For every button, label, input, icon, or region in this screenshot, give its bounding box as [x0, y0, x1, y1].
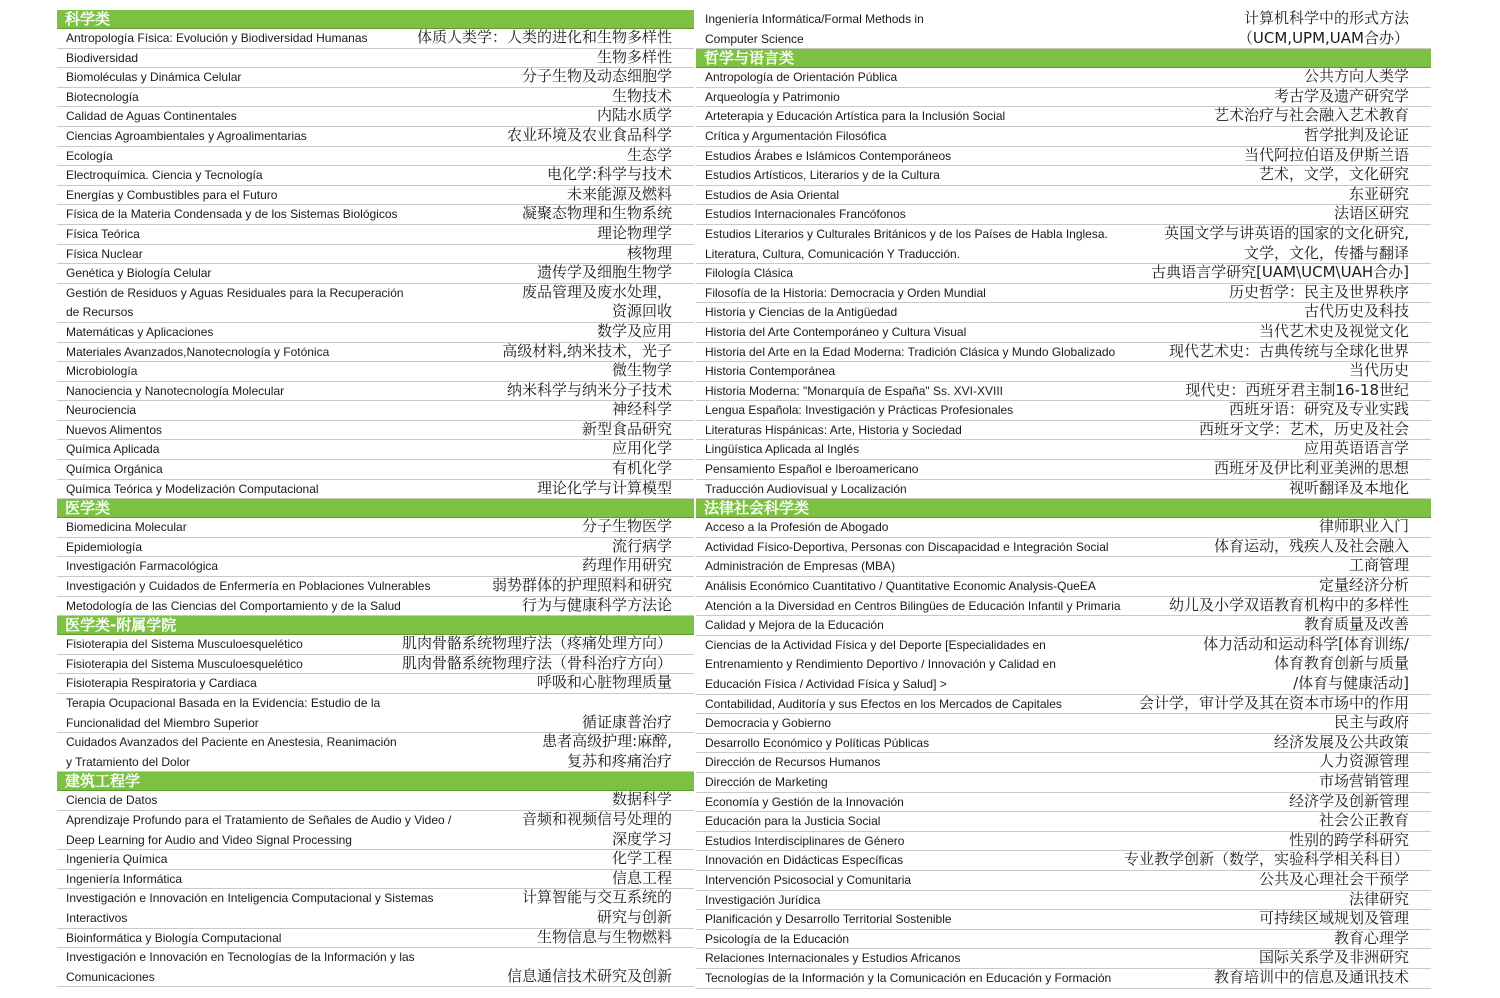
program-name-cn: 行为与健康科学方法论 — [521, 595, 672, 614]
program-name-cn: 未来能源及燃料 — [566, 184, 672, 203]
table-row — [57, 186, 694, 206]
table-row — [696, 323, 1431, 343]
program-name-cn: 性别的跨学科研究 — [1288, 830, 1409, 849]
program-name-es: Historia Moderna: "Monarquía de España" Ss. XVI-XVIII — [705, 383, 1003, 398]
left-column — [57, 10, 694, 987]
program-name-es: Bioinformática y Biología Computacional — [66, 930, 282, 945]
program-name-cn: 经济发展及公共政策 — [1273, 732, 1409, 751]
program-name-es: Microbiología — [66, 364, 138, 379]
table-row — [696, 10, 1431, 49]
table-row — [696, 480, 1431, 500]
program-name-es: Investigación e Innovación en Tecnologías de la Información y las Comunicaciones — [66, 950, 415, 984]
program-name-es: Nuevos Alimentos — [66, 422, 163, 437]
program-name-es: Administración de Empresas (MBA) — [705, 559, 896, 574]
table-row — [696, 557, 1431, 577]
program-name-es: Nanociencia y Nanotecnología Molecular — [66, 383, 285, 398]
program-name-es: Química Aplicada — [66, 442, 160, 457]
program-name-cn: 幼儿及小学双语教育机构中的多样性 — [1168, 595, 1409, 614]
program-name-es: Intervención Psicosocial y Comunitaria — [705, 872, 912, 887]
program-name-es: Desarrollo Económico y Políticas Públicas — [705, 735, 930, 750]
table-row — [696, 616, 1431, 636]
program-name-es: Biotecnología — [66, 89, 139, 104]
section-header: 医学类 — [57, 499, 694, 518]
program-name-es: Arteterapia y Educación Artística para la Inclusión Social — [705, 109, 1006, 124]
program-name-cn: 可持续区域规划及管理 — [1258, 909, 1409, 928]
program-name-es: Ecología — [66, 148, 113, 163]
program-name-cn: 历史哲学：民主及世界秩序 — [1228, 282, 1409, 301]
program-name-cn: 生态学 — [626, 145, 672, 164]
program-name-es: Estudios Artísticos, Literarios y de la Cultura — [705, 168, 940, 183]
table-row — [696, 382, 1431, 402]
program-name-es: Antropología de Orientación Pública — [705, 70, 898, 85]
program-name-cn: 循证康普治疗 — [581, 712, 672, 731]
program-name-es: Historia y Ciencias de la Antigüedad — [705, 305, 898, 320]
program-name-cn: 视听翻译及本地化 — [1288, 478, 1409, 497]
table-row — [696, 793, 1431, 813]
table-row — [57, 577, 694, 597]
program-name-cn: 经济学及创新管理 — [1288, 791, 1409, 810]
program-name-es: Biomoléculas y Dinámica Celular — [66, 70, 242, 85]
program-name-es: Terapia Ocupacional Basada en la Evidencia: Estudio de la Funcionalidad del Miembro Superior — [66, 696, 381, 730]
program-name-cn: 数学及应用 — [596, 321, 672, 340]
program-name-cn: 教育质量及改善 — [1303, 615, 1409, 634]
program-name-cn: 理论物理学 — [596, 223, 672, 242]
table-row — [696, 773, 1431, 793]
program-name-es: Democracia y Gobierno — [705, 716, 832, 731]
section-header: 哲学与语言类 — [696, 49, 1431, 68]
program-name-cn: 患者高级护理:麻醉, 复苏和疼痛治疗 — [542, 732, 672, 770]
program-name-es: Investigación e Innovación en Inteligencia Computacional y Sistemas Interactivos — [66, 891, 434, 925]
table-row — [696, 851, 1431, 871]
table-row — [696, 107, 1431, 127]
table-row — [696, 205, 1431, 225]
table-row — [57, 655, 694, 675]
table-row — [57, 674, 694, 694]
program-name-es: Literaturas Hispánicas: Arte, Historia y Sociedad — [705, 422, 962, 437]
program-name-es: Traducción Audiovisual y Localización — [705, 481, 907, 496]
program-name-es: Fisioterapia del Sistema Musculoesquelético — [66, 637, 303, 652]
program-name-cn: 纳米科学与纳米分子技术 — [506, 380, 672, 399]
program-name-es: Tecnologías de la Información y la Comunicación en Educación y Formación — [705, 970, 1112, 985]
program-name-cn: 化学工程 — [611, 849, 672, 868]
table-row — [57, 205, 694, 225]
program-name-es: Química Teórica y Modelización Computacional — [66, 481, 319, 496]
program-name-cn: 会计学，审计学及其在资本市场中的作用 — [1138, 693, 1409, 712]
section-header: 科学类 — [57, 10, 694, 29]
table-row — [696, 401, 1431, 421]
program-name-cn: 西班牙及伊比利亚美洲的思想 — [1213, 459, 1409, 478]
program-name-cn: 艺术治疗与社会融入艺术教育 — [1213, 106, 1409, 125]
table-row — [696, 518, 1431, 538]
program-name-cn: 神经科学 — [611, 400, 672, 419]
program-name-cn: 西班牙文学：艺术，历史及社会 — [1198, 419, 1409, 438]
program-name-es: Aprendizaje Profundo para el Tratamiento de Señales de Audio y Video / Deep Learning for Audio and Video Signal Processing — [66, 812, 452, 847]
program-name-es: Fisioterapia Respiratoria y Cardiaca — [66, 676, 257, 691]
program-name-cn: 体质人类学：人类的进化和生物多样性 — [416, 28, 672, 46]
table-row — [57, 382, 694, 402]
program-name-es: Fisioterapia del Sistema Musculoesquelético — [66, 656, 303, 671]
program-name-es: Estudios Internacionales Francófonos — [705, 207, 906, 222]
table-row — [696, 812, 1431, 832]
program-name-es: Innovación en Didácticas Específicas — [705, 853, 904, 868]
program-name-es: Psicología de la Educación — [705, 931, 850, 946]
program-name-cn: 民主与政府 — [1333, 713, 1409, 732]
program-name-cn: 新型食品研究 — [581, 419, 672, 438]
program-name-es: Matemáticas y Aplicaciones — [66, 324, 214, 339]
table-row — [696, 460, 1431, 480]
program-name-cn: 古典语言学研究[UAM\UCM\UAH合办] — [1151, 263, 1409, 282]
program-name-es: Ciencias de la Actividad Física y del Deporte [Especialidades en Entrenamiento y Rendimiento Deportivo / Innovación y Calidad en Educación Física / Actividad Física y Salud] > — [705, 637, 1056, 691]
table-row — [696, 88, 1431, 108]
table-row — [57, 440, 694, 460]
program-name-cn: 公共方向人类学 — [1303, 67, 1409, 86]
program-name-cn: 应用化学 — [611, 439, 672, 458]
program-name-es: Planificación y Desarrollo Territorial Sostenible — [705, 912, 952, 927]
program-name-cn: 英国文学与讲英语的国家的文化研究, 文学，文化，传播与翻译 — [1164, 223, 1409, 262]
program-name-cn: 东亚研究 — [1348, 184, 1409, 203]
program-name-es: Economía y Gestión de la Innovación — [705, 794, 904, 809]
program-name-es: Metodología de las Ciencias del Comportamiento y de la Salud — [66, 598, 401, 613]
program-name-es: Investigación Jurídica — [705, 892, 821, 907]
program-name-cn: 计算机科学中的形式方法 （UCM,UPM,UAM合办） — [1237, 9, 1409, 47]
table-row — [696, 362, 1431, 382]
program-name-es: Análisis Económico Cuantitativo / Quantitative Economic Analysis-QueEA — [705, 579, 1096, 594]
table-row — [696, 225, 1431, 264]
table-row — [57, 362, 694, 382]
program-name-cn: 人力资源管理 — [1318, 752, 1409, 771]
table-row — [57, 948, 694, 987]
program-name-cn: 艺术，文学，文化研究 — [1258, 165, 1409, 184]
program-name-es: Epidemiología — [66, 539, 143, 554]
program-name-cn: 当代历史 — [1348, 361, 1409, 380]
table-row — [57, 889, 694, 928]
table-row — [696, 636, 1431, 695]
program-name-es: Actividad Físico-Deportiva, Personas con Discapacidad e Integración Social — [705, 539, 1109, 554]
table-row — [696, 930, 1431, 950]
program-name-cn: 法律研究 — [1348, 889, 1409, 908]
program-name-es: Química Orgánica — [66, 462, 163, 477]
table-row — [57, 635, 694, 655]
program-name-cn: 肌肉骨骼系统物理疗法（骨科治疗方向） — [401, 653, 672, 672]
table-row — [696, 186, 1431, 206]
section-header: 法律社会科学类 — [696, 499, 1431, 518]
program-name-cn: 有机化学 — [611, 459, 672, 478]
program-name-cn: 分子生物医学 — [581, 517, 672, 536]
table-row — [57, 929, 694, 949]
table-row — [57, 127, 694, 147]
table-row — [696, 421, 1431, 441]
table-row — [696, 832, 1431, 852]
program-name-es: Física Nuclear — [66, 246, 143, 261]
table-row — [696, 166, 1431, 186]
table-row — [57, 480, 694, 500]
table-row — [57, 538, 694, 558]
program-name-es: Ingeniería Informática — [66, 871, 183, 886]
table-row — [696, 538, 1431, 558]
table-row — [696, 147, 1431, 167]
program-name-cn: 信息通信技术研究及创新 — [506, 966, 672, 985]
program-name-es: Genética y Biología Celular — [66, 266, 212, 281]
table-row — [57, 245, 694, 265]
program-name-es: Electroquímica. Ciencia y Tecnología — [66, 168, 263, 183]
table-row — [696, 714, 1431, 734]
table-row — [57, 597, 694, 617]
program-name-es: Energías y Combustibles para el Futuro — [66, 187, 278, 202]
table-row — [57, 147, 694, 167]
table-row — [696, 734, 1431, 754]
program-name-cn: 药理作用研究 — [581, 556, 672, 575]
program-name-cn: 计算智能与交互系统的 研究与创新 — [521, 888, 672, 926]
program-name-cn: 分子生物及动态细胞学 — [521, 67, 672, 86]
program-name-es: Estudios Literarios y Culturales Británicos y de los Países de Habla Inglesa. Literatura, Cultura, Comunicación Y Traducción. — [705, 226, 1108, 261]
section-header: 建筑工程学 — [57, 772, 694, 791]
table-row — [57, 284, 694, 323]
program-name-es: Materiales Avanzados,Nanotecnología y Fotónica — [66, 344, 330, 359]
table-row — [57, 264, 694, 284]
program-name-cn: 核物理 — [626, 243, 672, 262]
program-name-cn: 体力活动和运动科学[体育训练/ 体育教育创新与质量 /体育与健康活动] — [1203, 634, 1409, 693]
program-name-cn: 内陆水质学 — [596, 106, 672, 125]
program-name-cn: 西班牙语：研究及专业实践 — [1228, 400, 1409, 419]
program-name-es: Ingeniería Química — [66, 852, 168, 867]
program-name-es: Filosofía de la Historia: Democracia y Orden Mundial — [705, 285, 986, 300]
table-row — [57, 88, 694, 108]
program-name-cn: 古代历史及科技 — [1303, 302, 1409, 321]
program-name-es: Acceso a la Profesión de Abogado — [705, 520, 889, 535]
table-row — [57, 791, 694, 811]
program-name-cn: 生物信息与生物燃料 — [536, 927, 672, 946]
program-name-es: Estudios Árabes e Islámicos Contemporáneos — [705, 148, 952, 163]
program-name-cn: 信息工程 — [611, 868, 672, 887]
table-row — [696, 969, 1431, 989]
program-name-cn: 遗传学及细胞生物学 — [536, 263, 672, 282]
table-row — [57, 850, 694, 870]
table-row — [57, 29, 694, 49]
table-row — [57, 870, 694, 890]
program-name-es: Historia del Arte en la Edad Moderna: Tradición Clásica y Mundo Globalizado — [705, 344, 1116, 359]
program-name-cn: 市场营销管理 — [1318, 771, 1409, 790]
program-name-cn: 呼吸和心脏物理质量 — [536, 673, 672, 692]
program-name-cn: 凝聚态物理和生物系统 — [521, 204, 672, 223]
program-name-es: Investigación y Cuidados de Enfermería en Poblaciones Vulnerables — [66, 579, 431, 594]
program-name-es: Calidad y Mejora de la Educación — [705, 618, 884, 633]
table-row — [696, 695, 1431, 715]
program-name-cn: 工商管理 — [1348, 556, 1409, 575]
program-name-es: Ingeniería Informática/Formal Methods in Computer Science — [705, 12, 924, 46]
program-name-es: Neurociencia — [66, 403, 137, 418]
table-row — [57, 401, 694, 421]
table-row — [696, 910, 1431, 930]
program-name-es: Biomedicina Molecular — [66, 520, 187, 535]
table-row — [696, 753, 1431, 773]
table-row — [57, 557, 694, 577]
program-name-cn: 微生物学 — [611, 361, 672, 380]
program-name-cn: 当代阿拉伯语及伊斯兰语 — [1243, 145, 1409, 164]
table-row — [57, 49, 694, 69]
program-name-cn: 公共及心理社会干预学 — [1258, 869, 1409, 888]
program-name-cn: 肌肉骨骼系统物理疗法（疼痛处理方向） — [401, 634, 672, 653]
table-row — [57, 733, 694, 772]
table-row — [57, 323, 694, 343]
program-name-es: Física Teórica — [66, 226, 140, 241]
table-row — [57, 343, 694, 363]
table-row — [696, 440, 1431, 460]
program-name-cn: 考古学及遗产研究学 — [1273, 86, 1409, 105]
table-row — [696, 264, 1431, 284]
table-row — [57, 225, 694, 245]
table-row — [57, 811, 694, 850]
program-name-cn: 哲学批判及论证 — [1303, 125, 1409, 144]
program-name-cn: 流行病学 — [611, 536, 672, 555]
table-row — [696, 284, 1431, 304]
program-name-cn: 生物多样性 — [596, 47, 672, 66]
table-row — [696, 68, 1431, 88]
program-name-es: Antropología Física: Evolución y Biodiversidad Humanas — [66, 31, 368, 45]
program-name-es: Educación para la Justicia Social — [705, 814, 881, 829]
program-name-es: Cuidados Avanzados del Paciente en Anestesia, Reanimación y Tratamiento del Dolor — [66, 735, 397, 769]
table-row — [57, 460, 694, 480]
program-name-es: Filología Clásica — [705, 266, 794, 281]
program-name-cn: 生物技术 — [611, 86, 672, 105]
program-name-cn: 国际关系学及非洲研究 — [1258, 948, 1409, 967]
table-row — [696, 597, 1431, 617]
program-name-cn: 应用英语语言学 — [1303, 439, 1409, 458]
table-row — [696, 303, 1431, 323]
table-row — [57, 68, 694, 88]
program-name-cn: 废品管理及废水处理， 资源回收 — [521, 282, 672, 321]
program-name-es: Crítica y Argumentación Filosófica — [705, 128, 887, 143]
program-name-cn: 专业教学创新（数学，实验科学相关科目） — [1123, 850, 1409, 869]
table-row — [696, 343, 1431, 363]
program-name-cn: 现代艺术史：古典传统与全球化世界 — [1168, 341, 1409, 360]
program-name-cn: 数据科学 — [611, 790, 672, 809]
program-name-cn: 教育心理学 — [1333, 928, 1409, 947]
table-row — [696, 127, 1431, 147]
program-name-cn: 电化学:科学与技术 — [546, 165, 672, 184]
program-name-cn: 法语区研究 — [1333, 204, 1409, 223]
program-name-es: Física de la Materia Condensada y de los Sistemas Biológicos — [66, 207, 398, 222]
program-name-es: Biodiversidad — [66, 50, 139, 65]
table-row — [57, 107, 694, 127]
program-name-es: Contabilidad, Auditoría y sus Efectos en los Mercados de Capitales — [705, 696, 1062, 711]
table-row — [57, 518, 694, 538]
program-name-es: Historia del Arte Contemporáneo y Cultura Visual — [705, 324, 967, 339]
program-name-cn: 弱势群体的护理照料和研究 — [491, 576, 672, 595]
program-name-es: Atención a la Diversidad en Centros Bilingües de Educación Infantil y Primaria — [705, 598, 1121, 613]
program-name-cn: 律师职业入门 — [1318, 517, 1409, 536]
program-name-cn: 现代史：西班牙君主制16-18世纪 — [1185, 380, 1409, 399]
program-name-es: Estudios Interdisciplinares de Género — [705, 833, 905, 848]
table-row — [696, 577, 1431, 597]
section-header: 医学类-附属学院 — [57, 616, 694, 635]
program-name-es: Dirección de Marketing — [705, 774, 828, 789]
right-column — [696, 10, 1431, 989]
program-name-es: Dirección de Recursos Humanos — [705, 755, 881, 770]
program-name-cn: 教育培训中的信息及通讯技术 — [1213, 967, 1409, 986]
program-name-cn: 音频和视频信号处理的 深度学习 — [521, 809, 672, 848]
program-name-cn: 高级材料,纳米技术，光子 — [502, 341, 672, 360]
program-name-es: Arqueología y Patrimonio — [705, 89, 840, 104]
table-row — [57, 694, 694, 733]
program-name-es: Lengua Española: Investigación y Prácticas Profesionales — [705, 403, 1014, 418]
program-name-es: Investigación Farmacológica — [66, 559, 219, 574]
program-name-es: Lingüística Aplicada al Inglés — [705, 442, 860, 457]
table-row — [57, 166, 694, 186]
program-name-cn: 理论化学与计算模型 — [536, 478, 672, 497]
program-name-cn: 当代艺术史及视觉文化 — [1258, 321, 1409, 340]
program-name-cn: 体育运动，残疾人及社会融入 — [1213, 536, 1409, 555]
program-name-es: Ciencia de Datos — [66, 793, 158, 808]
program-name-es: Estudios de Asia Oriental — [705, 187, 840, 202]
program-name-es: Gestión de Residuos y Aguas Residuales para la Recuperación de Recursos — [66, 285, 404, 320]
table-row — [696, 949, 1431, 969]
program-name-es: Calidad de Aguas Continentales — [66, 109, 237, 124]
program-name-cn: 农业环境及农业食品科学 — [506, 125, 672, 144]
program-name-es: Relaciones Internacionales y Estudios Africanos — [705, 951, 961, 966]
program-name-cn: 社会公正教育 — [1318, 811, 1409, 830]
program-name-es: Ciencias Agroambientales y Agroalimentarias — [66, 128, 307, 143]
program-name-es: Pensamiento Español e Iberoamericano — [705, 462, 919, 477]
program-name-cn: 定量经济分析 — [1318, 576, 1409, 595]
table-row — [696, 891, 1431, 911]
program-name-es: Historia Contemporánea — [705, 364, 836, 379]
table-row — [696, 871, 1431, 891]
table-row — [57, 421, 694, 441]
